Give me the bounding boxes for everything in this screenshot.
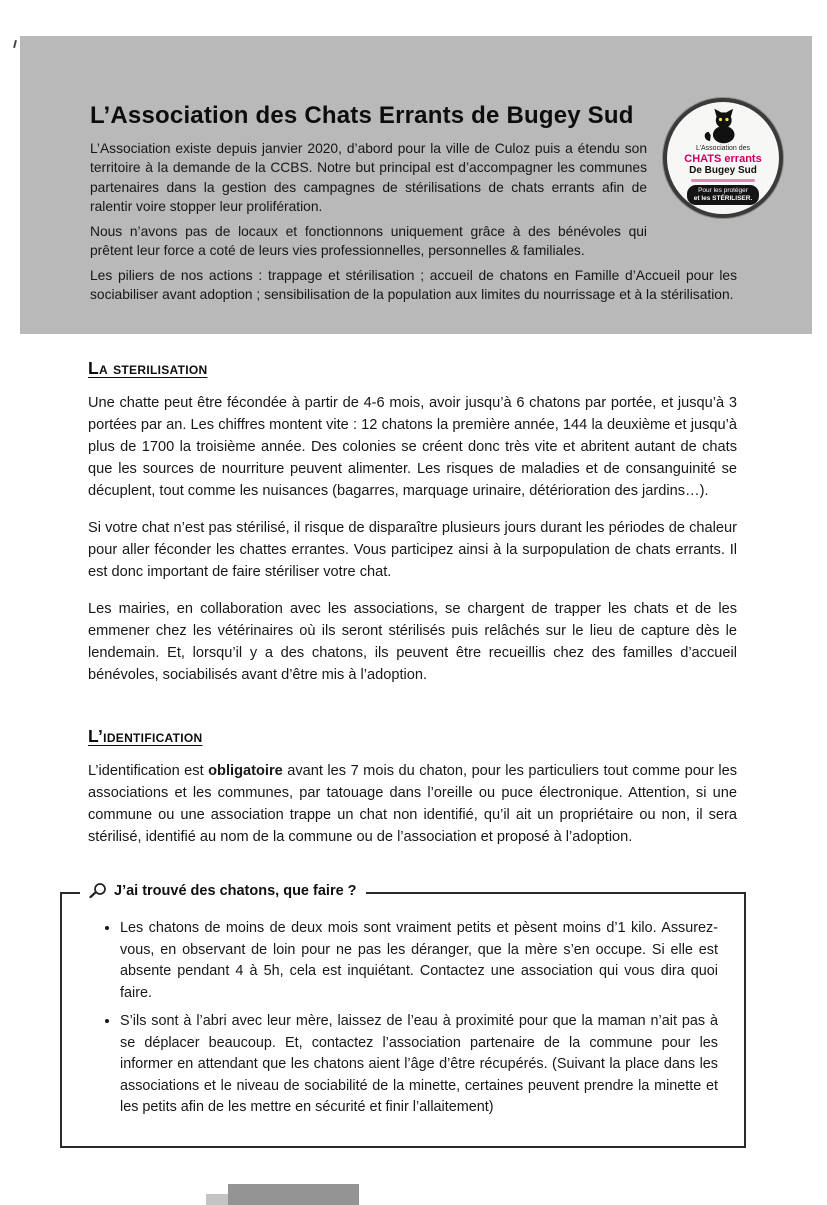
found-kittens-callout-box <box>60 882 746 1148</box>
callout-item-2: • S’ils sont à l’abri avec leur mère, laissez de l’eau à proximité pour que la maman n’ait pas à se déplacer beaucoup. Et, contactez l’association partenaire de la commune pour les informer en attendant que les chatons aient l’âge d’être récupérés. (Suivant la place dans les associations et le niveau de sociabilité de la minette, certaines peuvent prendre la minette et les petits afin de les mettre en sécurité et finir l’allaitement) <box>120 1011 718 1119</box>
logo-fineprint-line <box>691 179 755 182</box>
header-paragraph-3: Les piliers de nos actions : trappage et stérilisation ; accueil de chatons en Famille d’Accueil pour les sociabiliser avant adoption ; sensibilisation de la population aux limites du nourrissage et à la stérilisation. <box>90 267 737 303</box>
page-title: L’Association des Chats Errants de Bugey Sud <box>90 102 634 129</box>
logo-text-line1: L’Association des <box>695 145 751 152</box>
section-heading-identification: L’identification <box>88 726 203 746</box>
identification-paragraph <box>88 760 737 848</box>
callout-title <box>80 882 366 899</box>
callout-title-text: J’ai trouvé des chatons, que faire ? <box>114 882 357 899</box>
scan-artifact-mark <box>13 40 17 48</box>
identification-text-pre: L’identification est <box>88 763 209 779</box>
section-heading-sterilisation: La sterilisation <box>88 358 208 378</box>
logo-text-line2: CHATS errants <box>684 152 762 165</box>
scan-artifact-strip-light <box>206 1194 228 1205</box>
black-cat-icon <box>701 108 745 144</box>
logo-slogan-band <box>687 185 760 205</box>
association-logo-badge <box>663 98 783 218</box>
identification-text-bold: obligatoire <box>208 763 283 779</box>
association-header-box <box>20 36 812 334</box>
header-paragraph-1: L’Association existe depuis janvier 2020, d’abord pour la ville de Culoz puis a étendu son territoire à la demande de la CCBS. Notre but principal est d’accompagner les communes partenaires dans la gestion des campagnes de stérilisations de chats errants afin de ralentir voire stopper leur prolifération. <box>90 140 647 215</box>
sterilisation-paragraph-3: Les mairies, en collaboration avec les associations, se chargent de trapper les chats et de les emmener chez les vétérinaires où ils seront stérilisés puis relâchés sur le lieu de capture dès le lendemain. Et, lorsqu’il y a des chatons, ils peuvent être recueillis chez des familles d’accueil bénévoles, sociabilisés avant d’être mis à l’adoption. <box>88 601 737 683</box>
logo-text-line3: De Bugey Sud <box>689 164 757 176</box>
magnifier-icon <box>89 882 108 899</box>
scan-artifact-strip <box>228 1184 359 1205</box>
identification-text-post: avant les 7 mois du chaton, pour les particuliers tout comme pour les associations et les communes, par tatouage dans l’oreille ou puce électronique. Attention, si une commune ou une association trappe un chat non identifié, qu’il ait un propriétaire ou non, il sera stérilisé, identifié au nom de la commune ou de l’association et proposé à l’adoption. <box>88 763 737 845</box>
callout-item-1: • Les chatons de moins de deux mois sont vraiment petits et pèsent moins d’1 kilo. Assurez-vous, en observant de loin pour ne pas les déranger, que la mère s’en occupe. Si elle est absente pendant 4 à 5h, cela est inquiétant. Contactez une association qui vous dira quoi faire. <box>120 918 718 1004</box>
sterilisation-paragraph-2: Si votre chat n’est pas stérilisé, il risque de disparaître plusieurs jours durant les périodes de chaleur pour aller féconder les chattes errantes. Vous participez ainsi à la surpopulation de chats errants. Il est donc important de faire stériliser votre chat. <box>88 520 737 580</box>
header-paragraph-2: Nous n’avons pas de locaux et fonctionnons uniquement grâce à des bénévoles qui prêtent leur force a coté de leurs vies professionnelles, personnelles & familiales. <box>90 223 647 259</box>
logo-slogan-line1: Pour les protéger <box>698 186 748 194</box>
logo-slogan-line2: et les STÉRILISER. <box>693 194 753 202</box>
document-body <box>88 358 737 1148</box>
sterilisation-paragraph-1: Une chatte peut être fécondée à partir de 4-6 mois, avoir jusqu’à 6 chatons par portée, et jusqu’à 3 portées par an. Les chiffres montent vite : 12 chatons la première année, 144 la deuxième et jusqu’à plus de 1700 la troisième année. Des colonies se créent donc très vite et abritent autant de chats que les sources de nourriture peuvent alimenter. Les risques de maladies et de consanguinité se décuplent, tout comme les nuisances (bagarres, marquage urinaire, détérioration des jardins…). <box>88 395 737 499</box>
callout-list <box>76 918 718 1119</box>
